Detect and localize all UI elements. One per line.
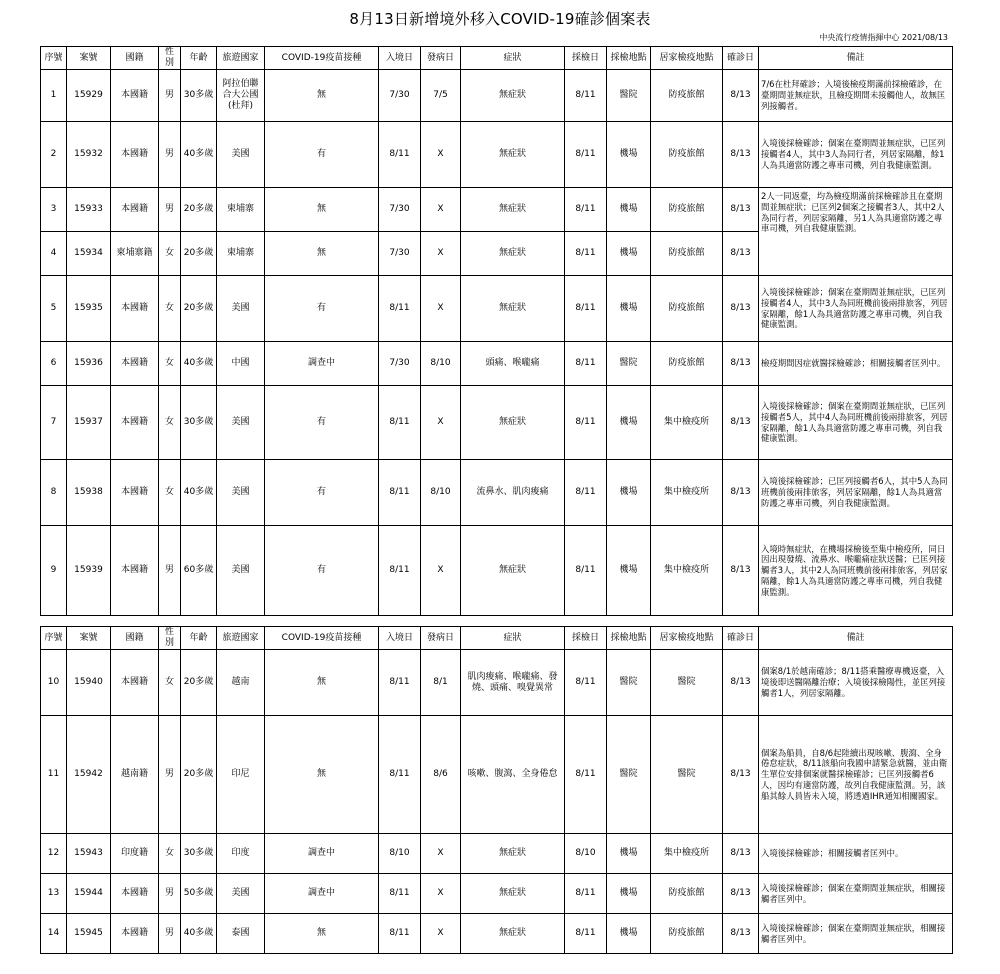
cell-travel-country: 美國 [217, 122, 265, 188]
cell-test-date: 8/11 [565, 232, 607, 276]
cell-age: 50多歲 [181, 874, 217, 914]
cell-travel-country: 中國 [217, 342, 265, 386]
cell-vaccine: 有 [265, 526, 379, 616]
cell-symptoms: 無症狀 [461, 914, 565, 954]
cell-case-no: 15936 [67, 342, 111, 386]
cell-age: 40多歲 [181, 122, 217, 188]
column-header: 性別 [159, 627, 181, 650]
cell-nationality: 本國籍 [111, 526, 159, 616]
table-row [41, 914, 953, 954]
cell-test-site: 醫院 [607, 650, 651, 716]
cell-symptoms: 無症狀 [461, 386, 565, 460]
cell-entry-date: 8/11 [379, 386, 421, 460]
cell-age: 20多歲 [181, 716, 217, 834]
cell-test-site: 機場 [607, 874, 651, 914]
cell-test-site: 機場 [607, 188, 651, 232]
cell-case-no: 15935 [67, 276, 111, 342]
cell-case-no: 15929 [67, 70, 111, 122]
cell-entry-date: 8/10 [379, 834, 421, 874]
cell-sex: 女 [159, 342, 181, 386]
cell-quarantine-site: 防疫旅館 [651, 914, 723, 954]
cell-age: 20多歲 [181, 276, 217, 342]
cell-quarantine-site: 集中檢疫所 [651, 526, 723, 616]
column-header: 國籍 [111, 47, 159, 70]
cell-entry-date: 8/11 [379, 716, 421, 834]
cell-confirm-date: 8/13 [723, 188, 759, 232]
cell-case-no: 15938 [67, 460, 111, 526]
cell-nationality: 本國籍 [111, 874, 159, 914]
cell-onset-date: X [421, 188, 461, 232]
cell-quarantine-site: 防疫旅館 [651, 342, 723, 386]
cell-sex: 女 [159, 460, 181, 526]
cell-nationality: 本國籍 [111, 188, 159, 232]
cell-seq: 1 [41, 70, 67, 122]
column-header: 採檢日 [565, 47, 607, 70]
cell-onset-date: 8/10 [421, 342, 461, 386]
cell-sex: 女 [159, 834, 181, 874]
column-header: 備註 [759, 627, 953, 650]
cell-quarantine-site: 防疫旅館 [651, 122, 723, 188]
column-header: 年齡 [181, 627, 217, 650]
column-header: 確診日 [723, 627, 759, 650]
cell-nationality: 本國籍 [111, 386, 159, 460]
cell-travel-country: 柬埔寨 [217, 188, 265, 232]
column-header: 案號 [67, 627, 111, 650]
cell-vaccine: 有 [265, 386, 379, 460]
cell-onset-date: X [421, 914, 461, 954]
cell-sex: 男 [159, 188, 181, 232]
cell-onset-date: X [421, 874, 461, 914]
cell-test-site: 機場 [607, 914, 651, 954]
table-row [41, 716, 953, 834]
cell-case-no: 15939 [67, 526, 111, 616]
cell-confirm-date: 8/13 [723, 122, 759, 188]
cell-sex: 男 [159, 874, 181, 914]
table-row [41, 874, 953, 914]
cell-travel-country: 美國 [217, 276, 265, 342]
cell-sex: 男 [159, 122, 181, 188]
cell-symptoms: 無症狀 [461, 874, 565, 914]
cell-entry-date: 8/11 [379, 276, 421, 342]
cell-test-site: 機場 [607, 276, 651, 342]
cell-confirm-date: 8/13 [723, 874, 759, 914]
column-header: 採檢日 [565, 627, 607, 650]
cell-case-no: 15934 [67, 232, 111, 276]
column-header: COVID-19疫苗接種 [265, 47, 379, 70]
cell-test-date: 8/11 [565, 276, 607, 342]
cell-case-no: 15944 [67, 874, 111, 914]
cell-note: 入境後採檢確診；個案在臺期間並無症狀，已匡列接觸者4人，其中3人為同班機前後兩排旅客，列居家隔離，餘1人為具適當防護之專車司機，列自我健康監測。 [759, 276, 953, 342]
cell-sex: 女 [159, 232, 181, 276]
cell-nationality: 本國籍 [111, 460, 159, 526]
cell-note: 入境後採檢確診；個案在臺期間並無症狀，已匡列接觸者5人，其中4人為同班機前後兩排旅客，列居家隔離，餘1人為具適當防護之專車司機，列自我健康監測。 [759, 386, 953, 460]
cell-test-site: 機場 [607, 834, 651, 874]
cell-onset-date: 8/1 [421, 650, 461, 716]
cell-seq: 11 [41, 716, 67, 834]
column-header: 症狀 [461, 47, 565, 70]
cell-test-date: 8/11 [565, 460, 607, 526]
cell-onset-date: X [421, 232, 461, 276]
table-row [41, 386, 953, 460]
cell-quarantine-site: 集中檢疫所 [651, 834, 723, 874]
header-row [41, 627, 953, 650]
cell-symptoms: 無症狀 [461, 122, 565, 188]
cell-test-date: 8/11 [565, 342, 607, 386]
cell-case-no: 15932 [67, 122, 111, 188]
cell-seq: 6 [41, 342, 67, 386]
cell-age: 30多歲 [181, 70, 217, 122]
cell-confirm-date: 8/13 [723, 914, 759, 954]
cell-onset-date: X [421, 122, 461, 188]
cell-test-date: 8/11 [565, 122, 607, 188]
cell-test-site: 機場 [607, 232, 651, 276]
cell-test-date: 8/11 [565, 386, 607, 460]
cell-test-date: 8/10 [565, 834, 607, 874]
cell-test-date: 8/11 [565, 526, 607, 616]
cell-vaccine: 無 [265, 914, 379, 954]
column-header: 國籍 [111, 627, 159, 650]
table-row [41, 276, 953, 342]
column-header: 採檢地點 [607, 627, 651, 650]
cell-note: 入境後採檢確診；個案在臺期間並無症狀，已匡列接觸者4人，其中3人為同行者，列居家隔離，餘1人為具適當防護之專車司機，列自我健康監測。 [759, 122, 953, 188]
cell-seq: 12 [41, 834, 67, 874]
cell-nationality: 印度籍 [111, 834, 159, 874]
column-header: 備註 [759, 47, 953, 70]
cell-test-date: 8/11 [565, 874, 607, 914]
cell-age: 40多歲 [181, 914, 217, 954]
cell-vaccine: 有 [265, 276, 379, 342]
cell-test-date: 8/11 [565, 70, 607, 122]
cell-nationality: 本國籍 [111, 914, 159, 954]
cell-symptoms: 無症狀 [461, 276, 565, 342]
cell-entry-date: 7/30 [379, 232, 421, 276]
cell-confirm-date: 8/13 [723, 716, 759, 834]
cell-symptoms: 無症狀 [461, 188, 565, 232]
cell-onset-date: 8/6 [421, 716, 461, 834]
cell-quarantine-site: 防疫旅館 [651, 232, 723, 276]
cell-travel-country: 美國 [217, 874, 265, 914]
table-row [41, 188, 953, 232]
cell-vaccine: 有 [265, 122, 379, 188]
cell-vaccine: 調查中 [265, 342, 379, 386]
cell-symptoms: 無症狀 [461, 526, 565, 616]
cell-test-site: 醫院 [607, 70, 651, 122]
cell-note: 檢疫期間因症就醫採檢確診；相關接觸者匡列中。 [759, 342, 953, 386]
cell-age: 20多歲 [181, 232, 217, 276]
cell-quarantine-site: 醫院 [651, 650, 723, 716]
cell-test-site: 機場 [607, 460, 651, 526]
cell-entry-date: 7/30 [379, 188, 421, 232]
cell-nationality: 本國籍 [111, 342, 159, 386]
cell-travel-country: 印尼 [217, 716, 265, 834]
cell-case-no: 15933 [67, 188, 111, 232]
cell-onset-date: 7/5 [421, 70, 461, 122]
cell-onset-date: X [421, 834, 461, 874]
page-title: 8月13日新增境外移入COVID-19確診個案表 [349, 10, 651, 28]
cell-note: 個案為船員，自8/6起陸續出現咳嗽、腹瀉、全身倦怠症狀，8/11該船向我國申請緊急就醫，並由衛生單位安排個案就醫採檢確診；已匡列接觸者6人，因均有適當防護，故列自我健康監測。另，該船其餘人員皆未入境，將透過IHR通知相關國家。 [759, 716, 953, 834]
cell-nationality: 本國籍 [111, 122, 159, 188]
table-row [41, 834, 953, 874]
cell-confirm-date: 8/13 [723, 834, 759, 874]
cell-vaccine: 有 [265, 460, 379, 526]
cell-age: 20多歲 [181, 188, 217, 232]
column-header: 案號 [67, 47, 111, 70]
cell-onset-date: 8/10 [421, 460, 461, 526]
cell-travel-country: 美國 [217, 460, 265, 526]
cell-symptoms: 咳嗽、腹瀉、全身倦怠 [461, 716, 565, 834]
column-header: 發病日 [421, 47, 461, 70]
cell-nationality: 本國籍 [111, 276, 159, 342]
cell-test-site: 醫院 [607, 716, 651, 834]
cell-sex: 男 [159, 716, 181, 834]
column-header: 發病日 [421, 627, 461, 650]
table-row [41, 70, 953, 122]
cell-note: 7/6在杜拜確診；入境後檢疫期滿前採檢確診，在臺期間並無症狀，且檢疫期間未接觸他人，故無匡列接觸者。 [759, 70, 953, 122]
cell-note: 入境時無症狀，在機場採檢後至集中檢疫所，同日因出現發燒、流鼻水、喉嚨痛症狀送醫；已匡列接觸者3人，其中2人為同班機前後兩排旅客，列居家隔離，餘1人為具適當防護之專車司機，列自我健康監測。 [759, 526, 953, 616]
case-table-2 [40, 626, 953, 954]
cell-test-site: 機場 [607, 122, 651, 188]
cell-confirm-date: 8/13 [723, 650, 759, 716]
cell-nationality: 本國籍 [111, 650, 159, 716]
cell-quarantine-site: 集中檢疫所 [651, 386, 723, 460]
cell-travel-country: 柬埔寨 [217, 232, 265, 276]
cell-symptoms: 肌肉痠痛、喉嚨痛、發燒、頭痛、嗅覺異常 [461, 650, 565, 716]
cell-confirm-date: 8/13 [723, 386, 759, 460]
cell-onset-date: X [421, 526, 461, 616]
cell-test-site: 醫院 [607, 342, 651, 386]
column-header: 序號 [41, 627, 67, 650]
cell-vaccine: 無 [265, 650, 379, 716]
column-header: 入境日 [379, 47, 421, 70]
cell-confirm-date: 8/13 [723, 526, 759, 616]
cell-seq: 3 [41, 188, 67, 232]
cell-case-no: 15940 [67, 650, 111, 716]
cell-seq: 10 [41, 650, 67, 716]
cell-vaccine: 調查中 [265, 834, 379, 874]
table-row [41, 460, 953, 526]
cell-confirm-date: 8/13 [723, 232, 759, 276]
cell-seq: 14 [41, 914, 67, 954]
cell-seq: 5 [41, 276, 67, 342]
cell-seq: 2 [41, 122, 67, 188]
cell-case-no: 15937 [67, 386, 111, 460]
cell-sex: 女 [159, 650, 181, 716]
column-header: 採檢地點 [607, 47, 651, 70]
cell-sex: 男 [159, 914, 181, 954]
cell-entry-date: 8/11 [379, 122, 421, 188]
cell-test-date: 8/11 [565, 914, 607, 954]
cell-vaccine: 無 [265, 188, 379, 232]
cell-note: 入境後採檢確診；相關接觸者匡列中。 [759, 834, 953, 874]
cell-seq: 4 [41, 232, 67, 276]
column-header: 性別 [159, 47, 181, 70]
table-row [41, 650, 953, 716]
cell-sex: 男 [159, 526, 181, 616]
column-header: 序號 [41, 47, 67, 70]
column-header: 居家檢疫地點 [651, 627, 723, 650]
header-row [41, 47, 953, 70]
cell-sex: 女 [159, 276, 181, 342]
cell-travel-country: 美國 [217, 526, 265, 616]
cell-travel-country: 印度 [217, 834, 265, 874]
cell-note: 2人一同返臺，均為檢疫期滿前採檢確診且在臺期間並無症狀；已匡列2個案之接觸者3人，其中2人為同行者，列居家隔離，另1人為具適當防護之專車司機，列自我健康監測。 [759, 188, 953, 276]
cell-case-no: 15943 [67, 834, 111, 874]
cell-age: 30多歲 [181, 834, 217, 874]
cell-case-no: 15942 [67, 716, 111, 834]
cell-case-no: 15945 [67, 914, 111, 954]
cell-test-date: 8/11 [565, 716, 607, 834]
cell-note: 入境後採檢確診；已匡列接觸者6人，其中5人為同班機前後兩排旅客，列居家隔離，餘1人為具適當防護之專車司機，列自我健康監測。 [759, 460, 953, 526]
cell-test-site: 機場 [607, 526, 651, 616]
cell-nationality: 柬埔寨籍 [111, 232, 159, 276]
cell-age: 60多歲 [181, 526, 217, 616]
cell-seq: 9 [41, 526, 67, 616]
cell-onset-date: X [421, 386, 461, 460]
cell-entry-date: 7/30 [379, 70, 421, 122]
column-header: 症狀 [461, 627, 565, 650]
cell-age: 30多歲 [181, 386, 217, 460]
table-row [41, 526, 953, 616]
column-header: 居家檢疫地點 [651, 47, 723, 70]
cell-seq: 13 [41, 874, 67, 914]
cell-quarantine-site: 集中檢疫所 [651, 460, 723, 526]
cell-vaccine: 無 [265, 716, 379, 834]
cell-nationality: 越南籍 [111, 716, 159, 834]
cell-age: 40多歲 [181, 460, 217, 526]
cell-travel-country: 泰國 [217, 914, 265, 954]
cell-confirm-date: 8/13 [723, 460, 759, 526]
cell-note: 入境後採檢確診；個案在臺期間並無症狀，相關接觸者匡列中。 [759, 874, 953, 914]
cell-sex: 女 [159, 386, 181, 460]
cell-symptoms: 頭痛、喉嚨痛 [461, 342, 565, 386]
source-label: 中央流行疫情指揮中心 2021/08/13 [819, 33, 948, 42]
cell-vaccine: 無 [265, 232, 379, 276]
cell-confirm-date: 8/13 [723, 342, 759, 386]
cell-confirm-date: 8/13 [723, 276, 759, 342]
cell-sex: 男 [159, 70, 181, 122]
cell-symptoms: 無症狀 [461, 232, 565, 276]
cell-quarantine-site: 防疫旅館 [651, 276, 723, 342]
cell-entry-date: 8/11 [379, 460, 421, 526]
case-table-1 [40, 46, 953, 616]
column-header: 確診日 [723, 47, 759, 70]
cell-note: 入境後採檢確診；個案在臺期間並無症狀，相關接觸者匡列中。 [759, 914, 953, 954]
cell-travel-country: 美國 [217, 386, 265, 460]
cell-entry-date: 7/30 [379, 342, 421, 386]
column-header: 年齡 [181, 47, 217, 70]
cell-travel-country: 越南 [217, 650, 265, 716]
table-row [41, 122, 953, 188]
cell-entry-date: 8/11 [379, 650, 421, 716]
cell-test-site: 機場 [607, 386, 651, 460]
cell-seq: 7 [41, 386, 67, 460]
cell-seq: 8 [41, 460, 67, 526]
cell-quarantine-site: 醫院 [651, 716, 723, 834]
cell-onset-date: X [421, 276, 461, 342]
cell-symptoms: 流鼻水、肌肉痠痛 [461, 460, 565, 526]
cell-vaccine: 無 [265, 70, 379, 122]
cell-note: 個案8/1於越南確診；8/11搭乘醫療專機返臺，入境後即送醫隔離治療；入境後採檢陽性，並匡列接觸者1人，列居家隔離。 [759, 650, 953, 716]
column-header: 旅遊國家 [217, 627, 265, 650]
table-row [41, 342, 953, 386]
cell-age: 40多歲 [181, 342, 217, 386]
cell-age: 20多歲 [181, 650, 217, 716]
cell-test-date: 8/11 [565, 188, 607, 232]
cell-entry-date: 8/11 [379, 526, 421, 616]
cell-symptoms: 無症狀 [461, 70, 565, 122]
column-header: 入境日 [379, 627, 421, 650]
cell-quarantine-site: 防疫旅館 [651, 70, 723, 122]
cell-vaccine: 調查中 [265, 874, 379, 914]
column-header: 旅遊國家 [217, 47, 265, 70]
cell-confirm-date: 8/13 [723, 70, 759, 122]
column-header: COVID-19疫苗接種 [265, 627, 379, 650]
cell-entry-date: 8/11 [379, 914, 421, 954]
cell-test-date: 8/11 [565, 650, 607, 716]
cell-symptoms: 無症狀 [461, 834, 565, 874]
cell-travel-country: 阿拉伯聯合大公國(杜拜) [217, 70, 265, 122]
cell-entry-date: 8/11 [379, 874, 421, 914]
cell-nationality: 本國籍 [111, 70, 159, 122]
cell-quarantine-site: 防疫旅館 [651, 188, 723, 232]
cell-quarantine-site: 防疫旅館 [651, 874, 723, 914]
